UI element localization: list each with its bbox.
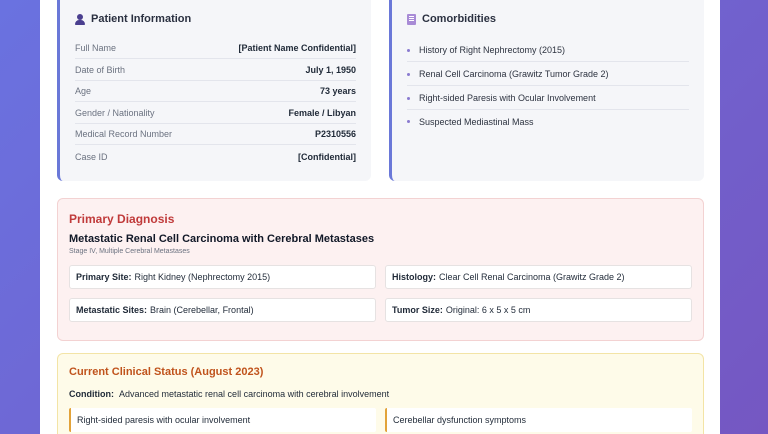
status-item — [69, 408, 376, 432]
comorbidity-item — [407, 110, 689, 133]
person-icon — [75, 14, 85, 25]
comorbidity-text: Renal Cell Carcinoma (Grawitz Tumor Grade 2) — [419, 69, 609, 79]
info-row-gender — [75, 103, 356, 124]
condition-value: Advanced metastatic renal cell carcinoma with cerebral involvement — [119, 389, 390, 399]
bullet-icon — [407, 49, 410, 52]
comorbidity-item — [407, 63, 689, 86]
diagnosis-field-primary-site — [69, 265, 376, 289]
info-label: Case ID — [75, 151, 108, 162]
diagnosis-field-tumor-size — [385, 298, 692, 322]
field-label: Metastatic Sites: — [76, 305, 148, 315]
info-value: P2310556 — [314, 129, 356, 139]
info-row-age — [75, 81, 356, 102]
patient-info-card — [57, 0, 371, 181]
info-label: Age — [75, 86, 92, 96]
status-item-text: Cerebellar dysfunction symptoms — [393, 415, 527, 425]
comorbidity-item — [407, 39, 689, 62]
field-value: Brain (Cerebellar, Frontal) — [150, 305, 254, 315]
info-row-mrn — [75, 124, 356, 145]
clinical-condition — [69, 389, 389, 399]
info-row-case-id — [75, 146, 356, 167]
field-value: Original: 6 x 5 x 5 cm — [445, 305, 531, 315]
comorbidities-header — [407, 13, 496, 25]
bullet-icon — [407, 73, 410, 76]
field-label: Tumor Size: — [392, 305, 443, 315]
comorbidity-item — [407, 87, 689, 110]
bullet-icon — [407, 120, 410, 123]
comorbidity-text: Suspected Mediastinal Mass — [419, 116, 534, 127]
diagnosis-stage: Stage IV, Multiple Cerebral Metastases — [69, 248, 190, 255]
diagnosis-name: Metastatic Renal Cell Carcinoma with Cerebral Metastases — [69, 233, 375, 245]
patient-info-title: Patient Information — [91, 13, 192, 25]
diagnosis-field-metastatic-sites — [69, 298, 376, 322]
info-value: Female / Libyan — [288, 108, 356, 118]
primary-diagnosis-title: Primary Diagnosis — [69, 212, 175, 226]
field-label: Primary Site: — [76, 272, 132, 282]
comorbidities-title: Comorbidities — [422, 13, 496, 25]
status-item-text: Right-sided paresis with ocular involvement — [77, 415, 251, 425]
field-value: Right Kidney (Nephrectomy 2015) — [134, 272, 271, 282]
info-value: July 1, 1950 — [305, 65, 356, 75]
primary-diagnosis-section — [57, 198, 704, 341]
comorbidity-text: Right-sided Paresis with Ocular Involvement — [419, 93, 596, 103]
info-value: 73 years — [319, 86, 356, 96]
field-label: Histology: — [392, 272, 436, 282]
info-row-full-name — [75, 38, 356, 59]
clinical-status-section — [57, 353, 704, 434]
status-item — [385, 408, 692, 432]
diagnosis-field-histology — [385, 265, 692, 289]
patient-info-header — [75, 13, 191, 25]
comorbidities-card — [389, 0, 704, 181]
info-label: Medical Record Number — [75, 129, 173, 139]
condition-label: Condition: — [69, 389, 114, 399]
field-value: Clear Cell Renal Carcinoma (Grawitz Grade 2) — [439, 272, 625, 282]
info-label: Gender / Nationality — [75, 108, 155, 118]
info-row-dob — [75, 60, 356, 81]
info-value: [Patient Name Confidential] — [238, 43, 356, 53]
info-label: Full Name — [75, 43, 117, 53]
info-value: [Confidential] — [298, 151, 356, 162]
comorbidity-text: History of Right Nephrectomy (2015) — [419, 45, 566, 55]
report-page — [40, 0, 720, 434]
bullet-icon — [407, 97, 410, 100]
book-icon — [407, 14, 416, 25]
info-label: Date of Birth — [75, 65, 126, 75]
clinical-status-title: Current Clinical Status (August 2023) — [69, 366, 264, 378]
